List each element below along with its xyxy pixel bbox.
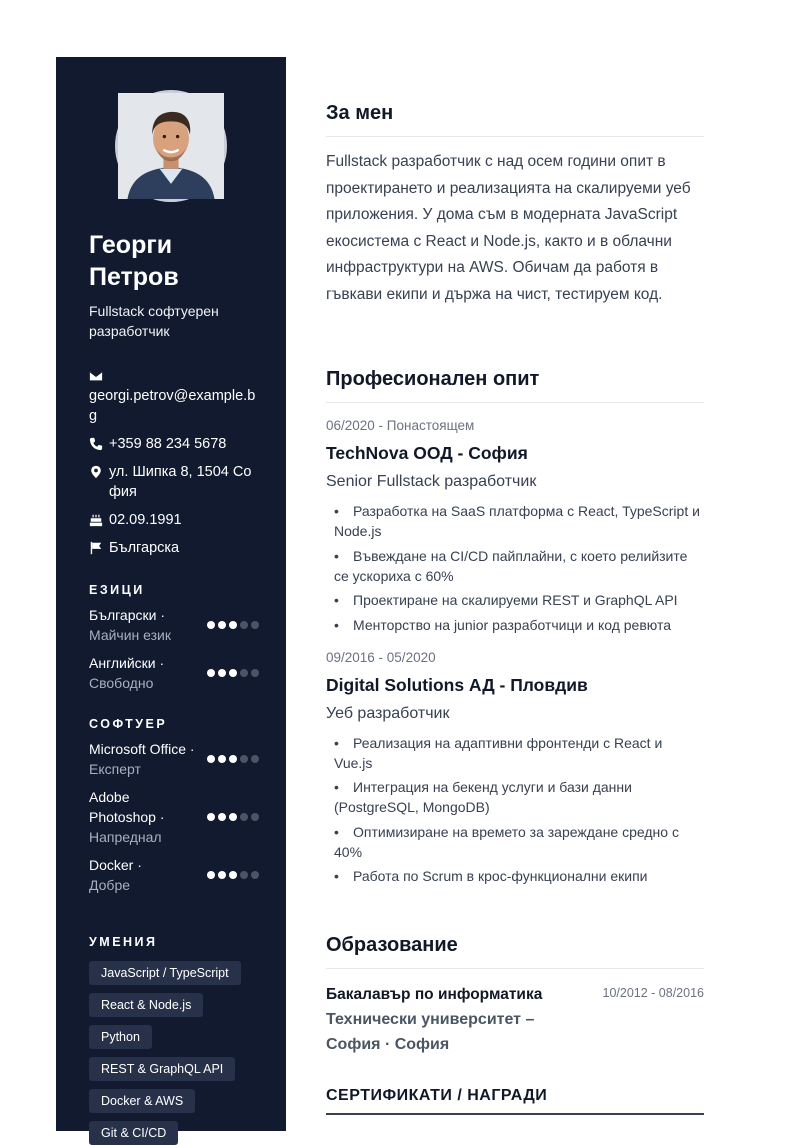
job-date: 06/2020 - Понастоящем	[326, 418, 475, 433]
software-section	[89, 717, 259, 895]
software-rating	[207, 813, 259, 821]
sidebar	[56, 57, 286, 1140]
job-entry	[326, 417, 704, 635]
software-name: Docker ·	[89, 857, 142, 873]
rating-dot	[218, 871, 226, 879]
software-label	[89, 855, 199, 895]
contact-nationality	[89, 538, 259, 558]
languages-heading: ЕЗИЦИ	[89, 583, 145, 597]
software-rating	[207, 755, 259, 763]
job-company: TechNova ООД - София	[326, 443, 528, 463]
rating-dot	[229, 755, 237, 763]
skill-chip: JavaScript / TypeScript	[89, 961, 241, 985]
rating-dot	[240, 755, 248, 763]
certificates-heading: СЕРТИФИКАТИ / НАГРАДИ	[326, 1087, 548, 1104]
about-divider	[326, 136, 704, 137]
job-bullet: • Интеграция на бекенд услуги и бази данни (PostgreSQL, MongoDB)	[334, 777, 704, 817]
about-text: Fullstack разработчик с над осем години опит в проектирането и реализацията на скалируеми уеб приложения. У дома съм в модерната JavaScript екосистема с React и Node.js, както и в облачни инфраструктури на AWS. Обичам да работя в гъвкави екипи и държа на чист, тестируем код.	[326, 153, 691, 303]
experience-heading: Професионален опит	[326, 368, 540, 390]
person-portrait-icon	[118, 93, 224, 199]
rating-dot	[207, 871, 215, 879]
languages-section	[89, 583, 259, 693]
skill-chip: Docker & AWS	[89, 1089, 195, 1113]
software-level: Добре	[89, 877, 131, 893]
jobs-list	[326, 417, 704, 886]
phone-text: +359 88 234 5678	[109, 436, 227, 452]
job-date: 09/2016 - 05/2020	[326, 649, 436, 665]
education-school: Технически университет – София · София	[326, 1011, 535, 1053]
flag-icon	[89, 538, 109, 558]
education-entry	[326, 983, 704, 1057]
rating-dot	[229, 669, 237, 677]
name-first: Георги	[89, 231, 173, 259]
job-bullet: • Реализация на адаптивни фронтенди с React и Vue.js	[334, 733, 704, 773]
job-bullet: • Разработка на SaaS платформа с React, TypeScript и Node.js	[334, 501, 704, 541]
languages-list	[89, 605, 259, 693]
job-bullet: • Проектиране на скалируеми REST и GraphQL API	[334, 590, 704, 610]
certificates-divider	[326, 1113, 704, 1115]
birthdate-text: 02.09.1991	[109, 512, 182, 528]
job-role: Senior Fullstack разработчик	[326, 473, 537, 490]
job-role: Уеб разработчик	[326, 704, 450, 722]
rating-dot	[218, 813, 226, 821]
software-level: Напреднал	[89, 829, 162, 845]
rating-dot	[207, 813, 215, 821]
language-label	[89, 653, 199, 693]
rating-dot	[229, 813, 237, 821]
rating-dot	[240, 669, 248, 677]
job-bullets	[326, 733, 704, 887]
education-divider	[326, 968, 704, 969]
skills-list	[89, 961, 259, 1145]
rating-dot	[207, 755, 215, 763]
rating-dot	[251, 813, 259, 821]
contact-email	[89, 366, 259, 426]
job-bullet: • Оптимизиране на времето за зареждане средно с 40%	[334, 822, 704, 862]
language-name: Български ·	[89, 607, 165, 623]
email-text[interactable]: georgi.petrov@example.bg	[89, 388, 256, 424]
skill-chip: Python	[89, 1025, 152, 1049]
contact-phone	[89, 434, 259, 454]
software-heading: СОФТУЕР	[89, 717, 168, 731]
language-rating	[207, 669, 259, 677]
rating-dot	[218, 621, 226, 629]
language-name: Английски ·	[89, 655, 165, 671]
rating-dot	[251, 871, 259, 879]
contact-list	[89, 366, 259, 566]
language-item	[89, 605, 259, 645]
software-list	[89, 739, 259, 895]
language-level: Свободно	[89, 675, 154, 691]
job-bullet: • Работа по Scrum в крос-функционални екипи	[334, 866, 704, 886]
job-bullet: • Менторство на junior разработчици и код ревюта	[334, 615, 704, 635]
language-label	[89, 605, 199, 645]
rating-dot	[207, 669, 215, 677]
rating-dot	[240, 871, 248, 879]
software-name: Microsoft Office ·	[89, 741, 195, 757]
contact-birthdate	[89, 510, 259, 530]
language-level: Майчин език	[89, 627, 172, 643]
rating-dot	[229, 621, 237, 629]
job-entry	[326, 649, 704, 887]
rating-dot	[251, 621, 259, 629]
skill-chip: Git & CI/CD	[89, 1121, 178, 1145]
language-item	[89, 653, 259, 693]
rating-dot	[218, 755, 226, 763]
contact-address	[89, 462, 259, 502]
map-pin-icon	[89, 462, 109, 482]
phone-icon	[89, 434, 109, 454]
rating-dot	[207, 621, 215, 629]
rating-dot	[229, 871, 237, 879]
experience-divider	[326, 402, 704, 403]
skills-heading: УМЕНИЯ	[89, 935, 158, 949]
name-last: Петров	[89, 263, 179, 291]
about-heading: За мен	[326, 102, 394, 124]
certificates-section	[326, 1085, 704, 1115]
rating-dot	[251, 669, 259, 677]
rating-dot	[240, 621, 248, 629]
skill-chip: REST & GraphQL API	[89, 1057, 235, 1081]
software-name: Adobe Photoshop ·	[89, 789, 165, 825]
rating-dot	[240, 813, 248, 821]
skill-chip: React & Node.js	[89, 993, 203, 1017]
software-label	[89, 787, 199, 847]
education-date: 10/2012 - 08/2016	[602, 986, 704, 1000]
job-bullet: • Въвеждане на CI/CD пайплайни, с което релийзите се ускориха с 60%	[334, 546, 704, 586]
software-rating	[207, 871, 259, 879]
about-section	[326, 100, 704, 308]
birthday-cake-icon	[89, 510, 109, 530]
experience-section	[326, 366, 704, 891]
nationality-text: Българска	[109, 540, 180, 556]
software-item	[89, 739, 259, 779]
education-heading: Образование	[326, 934, 458, 956]
rating-dot	[218, 669, 226, 677]
address-text: ул. Шипка 8, 1504 София	[109, 464, 252, 500]
job-company: Digital Solutions АД - Пловдив	[326, 674, 588, 695]
envelope-icon	[89, 366, 109, 386]
software-item	[89, 855, 259, 895]
education-section	[326, 932, 704, 1057]
rating-dot	[251, 755, 259, 763]
skills-section	[89, 935, 259, 1145]
software-label	[89, 739, 199, 779]
education-degree: Бакалавър по информатика	[326, 986, 543, 1003]
language-rating	[207, 621, 259, 629]
job-title: Fullstack софтуерен разработчик	[89, 303, 219, 339]
candidate-name	[89, 229, 259, 293]
profile-photo	[115, 90, 227, 202]
software-level: Експерт	[89, 761, 141, 777]
software-item	[89, 787, 259, 847]
job-bullets	[326, 501, 704, 635]
